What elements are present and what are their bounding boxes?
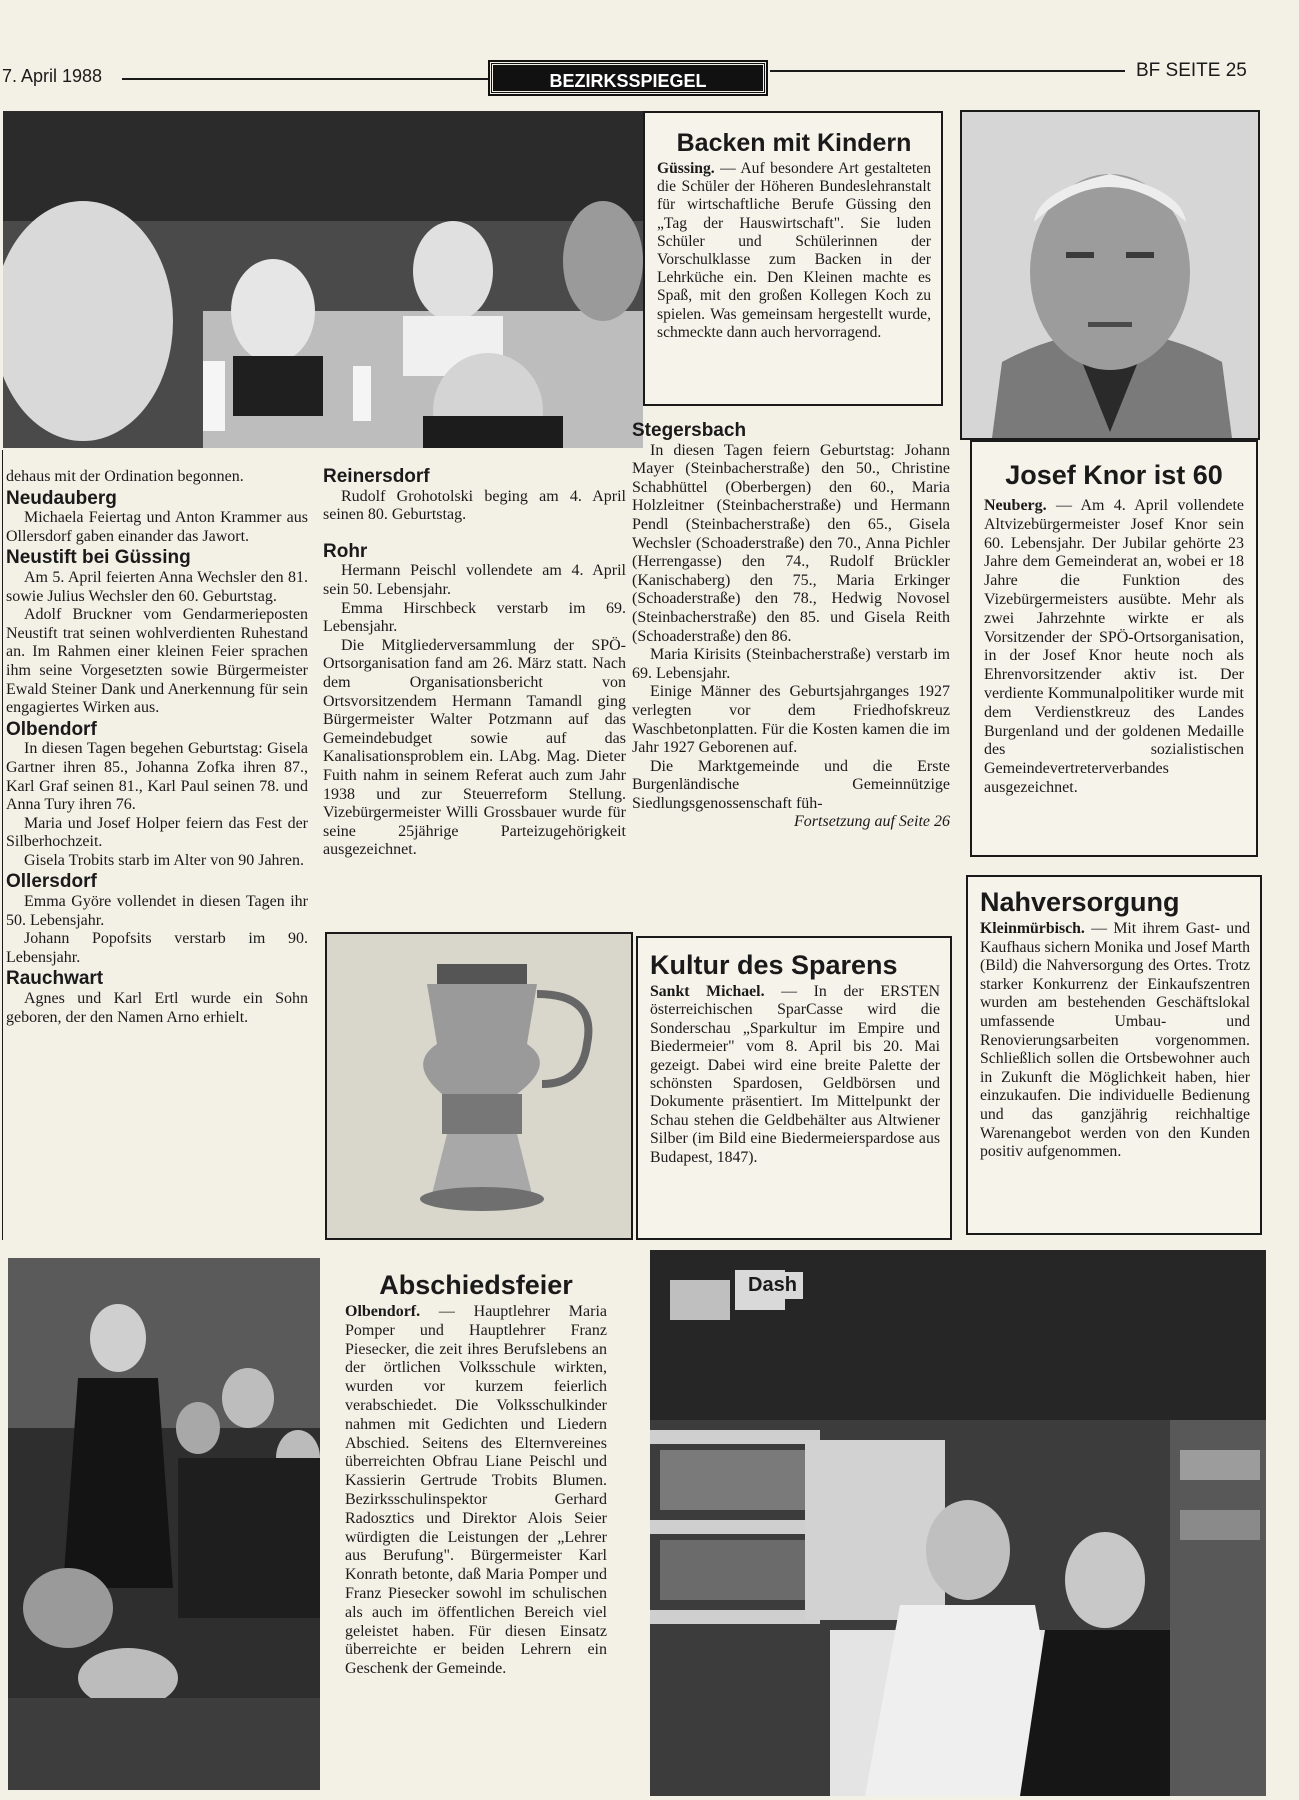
neustift-para-2: Adolf Bruckner vom Gendarmerieposten Neustift trat seinen wohlverdienten Ruhestand an. Im Rahmen einer kleinen Feier sprachen ihm seine Vorgesetzten sowie Bürgermeister Ewald Steiner Dank und Anerkennung für sein engagiertes Wirken aus. [6,606,308,717]
kultur-text: — In der ERSTEN österreichischen SparCasse wird die Sonderschau „Sparkultur im Empire und Biedermeier" vom 8. April bis 20. Mai gezeigt. Dabei wird eine breite Palette der schönsten Spardosen, Geldbörsen und Dokumente präsentiert. Im Mittelpunkt der Schau stehen die Geldbehälter aus Altwiener Silber (im Bild eine Biedermeierspardose aus Budapest, 1847). [650,983,941,1166]
stegersbach-para-4: Die Marktgemeinde und die Erste Burgenländische Gemeinnützige Siedlungsgenossenschaft füh- [632,757,950,812]
knor-headline: Josef Knor ist 60 [1005,460,1223,490]
section-label: BEZIRKSSPIEGEL [490,62,766,94]
ollersdorf-para-1: Emma Györe vollendet in diesen Tagen ihr 50. Lebensjahr. [6,893,308,929]
knor-body [984,497,1244,798]
rohr-para-3: Die Mitgliederversammlung der SPÖ-Ortsorganisation fand am 26. März statt. Nach dem Organisationsbericht von Ortsvorsitzendem Hermann Tamandl ging Bürgermeister Walter Potzmann auf das Gemeindebudget sowie auf das Kanalisationsproblem ein. LAbg. Mag. Dieter Fuith nahm in seinem Referat auch zum Jahr 1938 und zur Steuerreform Stellung. Vizebürgermeister Willi Grossbauer wurde für seine 25jährige Parteizugehörigkeit ausgezeichnet. [323,636,626,859]
olbendorf-para-1: In diesen Tagen begehen Geburtstag: Gisela Gartner ihren 85., Johanna Zofka ihren 87., Karl Graf seinen 81., Karl Paul seinen 78. und Anna Tury ihren 76. [6,740,308,814]
rohr-para-2: Emma Hirschbeck verstarb im 69. Lebensjahr. [323,599,626,636]
neudauberg-para-1: Michaela Feiertag und Anton Krammer aus Ollersdorf gaben einander das Jawort. [6,509,308,545]
header-date: 7. April 1988 [2,66,103,86]
col1-intro: dehaus mit der Ordination begonnen. [6,468,244,485]
header-rule-left [122,78,490,80]
backen-place: Güssing. [657,160,715,177]
nahversorgung-text: — Mit ihrem Gast- und Kaufhaus sichern Monika und Josef Marth (Bild) die Nahversorgung des Ortes. Trotz starker Konkurrenz der Einkaufszentren wurden am bestehenden Geschäftslokal umfassende Umbau- und Renovierungsarbeiten vorgenommen. Schließlich sollen die Ortsbewohner auch in Zukunft die Möglichkeit haben, hier einzukaufen. Die individuelle Bedienung und das ganzjährig reichhaltige Warenangebot werden von den Kunden positiv aufgenommen. [980,920,1250,1161]
continuation-note: Fortsetzung auf Seite 26 [794,813,950,831]
nahversorgung-article [966,875,1262,1235]
reinersdorf-para-1: Rudolf Grohotolski beging am 4. April seinen 80. Geburtstag. [323,487,626,524]
kultur-headline: Kultur des Sparens [650,950,898,980]
header-rule-right [770,70,1125,72]
neustift-para-1: Am 5. April feierten Anna Wechsler den 81. sowie Julius Wechsler den 60. Geburtstag. [6,568,308,605]
nahversorgung-body [980,920,1250,1162]
kultur-body [650,983,940,1167]
abschied-text: — Hauptlehrer Maria Pomper und Hauptlehrer Franz Piesecker, die zeit ihres Berufslebens an der örtlichen Volksschule wirkten, wurden vor kurzem feierlich verabschiedet. Die Volksschulkinder nahmen mit Gedichten und Liedern Abschied. Seitens des Elternvereines überreichten Obfrau Liane Peischl und Kassierin Gertrude Trobits Blumen. Bezirksschulinspektor Gerhard Radosztics und Direktor Alois Seier würdigten die Leistungen der „Lehrer aus Berufung". Bürgermeister Karl Konrath betonte, daß Maria Pomper und Franz Piesecker sowohl im schulischen als auch im öffentlichen Bereich viel geleistet haben. Für diesen Einsatz überreichte er beiden Lehrern ein Geschenk der Gemeinde. [345,1303,607,1678]
stegersbach-heading: Stegersbach [632,422,747,441]
stegersbach-para-2: Maria Kirisits (Steinbacherstraße) verstarb im 69. Lebensjahr. [632,646,950,682]
farewell-ceremony-photo [8,1258,320,1790]
shop-sign: Dash [742,1272,803,1299]
grocery-shop-photo [650,1250,1266,1796]
knor-text: — Am 4. April vollendete Altvizebürgermeister Josef Knor sein 60. Lebensjahr. Der Jubilar gehörte 23 Jahre dem Gemeinderat an, wobei er 18 Jahre die Funktion des Vizebürgermeisters ausübte. Mehr als zwei Jahrzehnte wirkte er als Vorsitzender der SPÖ-Ortsorganisation, in der Josef Knor heute noch als Ehrenvorsitzender aktiv ist. Der verdiente Kommunalpolitiker wurde mit dem Verdienstkreuz des Landes Burgenland und der goldenen Medaille des sozialistischen Gemeindevertreterverbandes ausgezeichnet. [984,497,1244,796]
stegersbach-para-3: Einige Männer des Geburtsjahrganges 1927 verlegten vor dem Friedhofskreuz Waschbetonplatten. Für die Kosten kamen die im Jahr 1927 Geborenen auf. [632,683,950,757]
josef-knor-portrait [960,110,1260,440]
backen-article [643,111,943,406]
neustift-heading: Neustift bei Güssing [6,547,191,569]
kultur-place: Sankt Michael. [650,983,765,1000]
children-baking-photo [3,111,643,448]
backen-text: — Auf besondere Art gestalteten die Schüler der Höheren Bundeslehranstalt für wirtschaftliche Berufe Güssing den „Tag der Hauswirtschaft". Sie luden Schüler und Schülerinnen der Vorschulklasse zum Backen in der Lehrküche ein. Den Kleinen machte es Spaß, mit den großen Kollegen Koch zu spielen. Was gemeinsam hergestellt wurde, schmeckte dann auch hervorragend. [657,160,931,341]
abschied-headline: Abschiedsfeier [379,1270,573,1300]
olbendorf-para-3: Gisela Trobits starb im Alter von 90 Jahren. [24,851,304,869]
rauchwart-heading: Rauchwart [6,968,104,990]
spardose-photo [327,934,631,1238]
neudauberg-heading: Neudauberg [6,487,117,509]
abschied-body [345,1303,607,1679]
knor-place: Neuberg. [984,497,1047,514]
abschied-article [345,1270,607,1792]
backen-headline: Backen mit Kindern [676,129,912,157]
kultur-article [636,936,952,1240]
rohr-heading: Rohr [323,540,368,562]
page-number: BF SEITE 25 [1136,60,1247,81]
rohr-para-1: Hermann Peischl vollendete am 4. April sein 50. Lebensjahr. [323,562,626,598]
abschied-place: Olbendorf. [345,1303,421,1320]
reinersdorf-heading: Reinersdorf [323,468,430,487]
column-1 [6,468,308,1243]
olbendorf-para-2: Maria und Josef Holper feiern das Fest der Silberhochzeit. [6,814,308,851]
column-2 [323,468,626,918]
stegersbach-article [632,422,950,910]
knor-article [970,440,1258,857]
spardose-photo-frame [325,932,633,1240]
backen-body [657,160,931,342]
rauchwart-para-1: Agnes und Karl Ertl wurde ein Sohn geboren, der den Namen Arno erhielt. [6,990,308,1026]
ollersdorf-para-2: Johann Popofsits verstarb im 90. Lebensjahr. [6,930,308,966]
olbendorf-heading: Olbendorf [6,718,97,740]
col1-left-rule [2,450,3,1240]
ollersdorf-heading: Ollersdorf [6,871,97,893]
stegersbach-para-1: In diesen Tagen feiern Geburtstag: Johann Mayer (Steinbacherstraße) den 50., Christine Schabhüttel (Oberbergen) den 60., Maria Holzleitner (Steinbacherstraße) und Hermann Pendl (Steinbacherstraße) den 65., Gisela Wechsler (Schoaderstraße) den 70., Anna Pichler (Herrengasse) den 74., Rudolf Brückler (Kanischaberg) den 75., Maria Erkinger (Schoaderstraße) den 78., Hedwig Novosel (Steinbacherstraße) den 85. und Gisela Reith (Schoaderstraße) den 86. [632,441,950,645]
nahversorgung-headline: Nahversorgung [980,887,1180,917]
nahversorgung-place: Kleinmürbisch. [980,920,1085,937]
